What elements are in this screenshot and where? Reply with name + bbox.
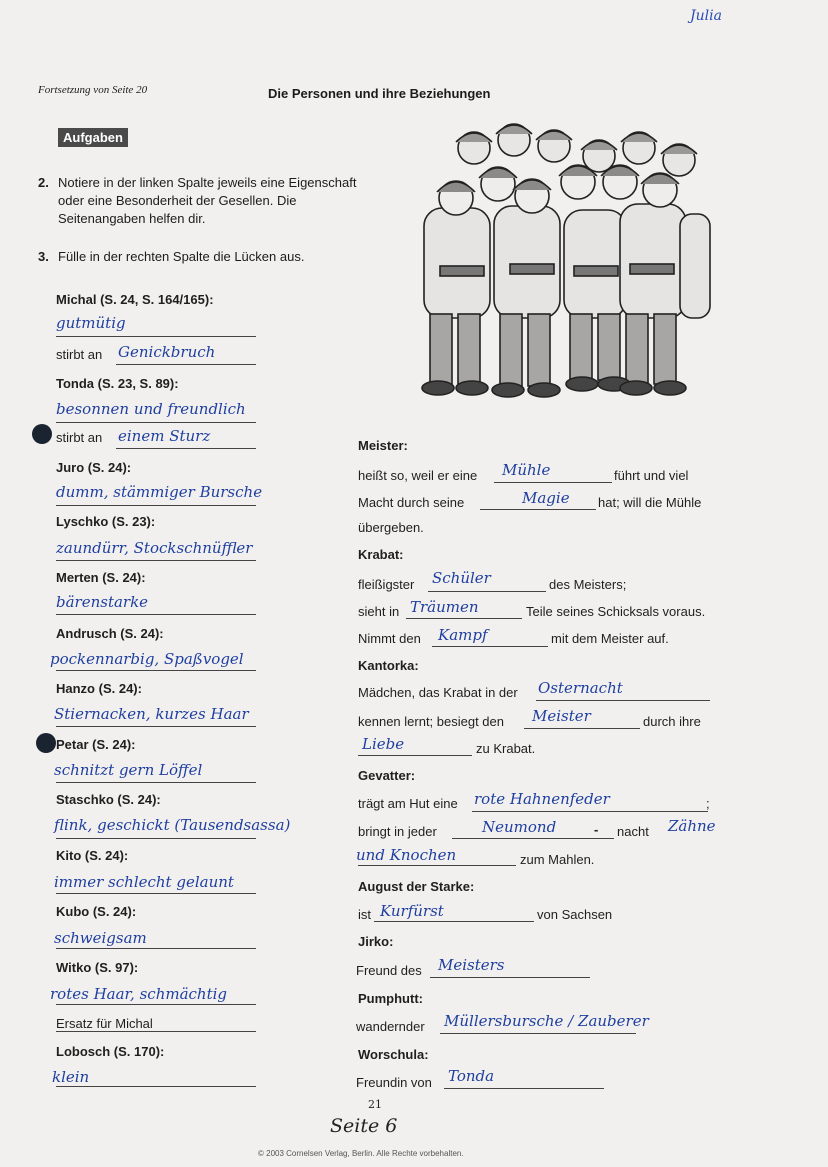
staschko-answer: flink, geschickt (Tausendsassa)	[54, 816, 291, 834]
kito-answer: immer schlecht gelaunt	[54, 873, 234, 891]
jirko-line-1	[430, 977, 590, 978]
lobosch-answer: klein	[52, 1068, 90, 1086]
krabat-line-2	[406, 618, 522, 619]
august-text-1a: ist	[358, 907, 371, 922]
gevatter-answer-4: und Knochen	[356, 846, 457, 864]
merten-answer: bärenstarke	[56, 593, 149, 611]
gevatter-text-2b: nacht	[617, 824, 649, 839]
page-title: Die Personen und ihre Beziehungen	[268, 86, 491, 101]
merten-line	[56, 614, 256, 615]
gevatter-answer-2: Neumond	[482, 818, 557, 836]
worschula-text-1a: Freundin von	[356, 1075, 432, 1090]
witko-line-2	[56, 1031, 256, 1032]
task-2-text: Notiere in der linken Spalte jeweils eine Eigenschaft oder eine Besonderheit der Gesellen. Die Seitenangaben helfen dir.	[58, 175, 357, 226]
meister-text-2a: Macht durch seine	[358, 495, 465, 510]
gevatter-text-3b: zum Mahlen.	[520, 852, 595, 867]
staschko-label: Staschko (S. 24):	[56, 792, 161, 807]
pumphutt-line-1	[440, 1033, 636, 1034]
krabat-answer-2: Träumen	[410, 598, 479, 616]
page-note-small: 21	[368, 1098, 382, 1111]
meister-text-1a: heißt so, weil er eine	[358, 468, 478, 483]
petar-answer: schnitzt gern Löffel	[54, 761, 203, 779]
continuation-note: Fortsetzung von Seite 20	[38, 84, 148, 96]
front-row	[422, 204, 710, 397]
apprentices-illustration	[414, 118, 714, 404]
gevatter-line-2	[452, 838, 614, 839]
kubo-label: Kubo (S. 24):	[56, 904, 137, 919]
hanzo-label: Hanzo (S. 24):	[56, 681, 142, 696]
witko-replacement: Ersatz für Michal	[56, 1016, 153, 1031]
gevatter-text-1a: trägt am Hut eine	[358, 796, 458, 811]
kantorka-answer-1: Osternacht	[538, 679, 623, 697]
krabat-text-2a: sieht in	[358, 604, 400, 619]
lyschko-answer: zaundürr, Stockschnüffler	[56, 539, 253, 557]
juro-answer: dumm, stämmiger Bursche	[56, 483, 263, 501]
witko-answer: rotes Haar, schmächtig	[50, 985, 228, 1003]
task-2-number: 2.	[38, 175, 49, 190]
gevatter-line-1	[472, 811, 708, 812]
krabat-line-1	[428, 591, 546, 592]
meister-text-3: übergeben.	[358, 520, 424, 535]
kantorka-text-2a: kennen lernt; besiegt den	[358, 714, 504, 729]
tonda-label: Tonda (S. 23, S. 89):	[56, 376, 179, 391]
krabat-text-3b: mit dem Meister auf.	[551, 631, 669, 646]
michal-label: Michal (S. 24, S. 164/165):	[56, 292, 214, 307]
hanzo-answer: Stiernacken, kurzes Haar	[54, 705, 249, 723]
michal-line-2	[116, 364, 256, 365]
jirko-label: Jirko:	[358, 934, 394, 949]
kantorka-answer-2: Meister	[532, 707, 591, 725]
pumphutt-label: Pumphutt:	[358, 991, 423, 1006]
meister-line-2	[480, 509, 596, 510]
worschula-line-1	[444, 1088, 604, 1089]
kantorka-line-3	[358, 755, 472, 756]
meister-answer-1: Mühle	[502, 461, 551, 479]
task-3-text: Fülle in der rechten Spalte die Lücken aus.	[58, 249, 305, 264]
petar-label: Petar (S. 24):	[56, 737, 136, 752]
kantorka-answer-3: Liebe	[362, 735, 405, 753]
michal-answer-2: Genickbruch	[118, 343, 216, 361]
andrusch-label: Andrusch (S. 24):	[56, 626, 164, 641]
krabat-text-1b: des Meisters;	[549, 577, 627, 592]
kantorka-text-1a: Mädchen, das Krabat in der	[358, 685, 518, 700]
kantorka-line-2	[524, 728, 640, 729]
kito-label: Kito (S. 24):	[56, 848, 129, 863]
merten-label: Merten (S. 24):	[56, 570, 146, 585]
tonda-answer-2: einem Sturz	[118, 427, 211, 445]
august-answer-1: Kurfürst	[380, 902, 444, 920]
kito-line	[56, 893, 256, 894]
andrusch-line	[56, 670, 256, 671]
witko-line	[56, 1004, 256, 1005]
krabat-text-3a: Nimmt den	[358, 631, 421, 646]
name-note: Julia	[690, 8, 722, 24]
gevatter-label: Gevatter:	[358, 768, 416, 783]
michal-prefix: stirbt an	[56, 347, 103, 362]
worschula-label: Worschula:	[358, 1047, 429, 1062]
tonda-line	[56, 422, 256, 423]
kubo-line	[56, 948, 256, 949]
page-note: Seite 6	[330, 1115, 398, 1137]
kantorka-line-1	[536, 700, 710, 701]
august-label: August der Starke:	[358, 879, 475, 894]
petar-line	[56, 782, 256, 783]
lobosch-line	[56, 1086, 256, 1087]
krabat-answer-1: Schüler	[432, 569, 491, 587]
juro-label: Juro (S. 24):	[56, 460, 132, 475]
michal-answer: gutmütig	[56, 314, 126, 332]
meister-label: Meister:	[358, 438, 408, 453]
juro-line	[56, 505, 256, 506]
punch-hole	[32, 424, 52, 444]
tonda-prefix: stirbt an	[56, 430, 103, 445]
hanzo-line	[56, 726, 256, 727]
task-3-number: 3.	[38, 249, 49, 264]
tasks-badge: Aufgaben	[58, 128, 128, 147]
kantorka-label: Kantorka:	[358, 658, 419, 673]
pumphutt-text-1a: wandernder	[356, 1019, 425, 1034]
kantorka-text-2b: durch ihre	[643, 714, 701, 729]
gevatter-answer-1: rote Hahnenfeder	[474, 790, 610, 808]
andrusch-answer: pockennarbig, Spaßvogel	[50, 650, 244, 668]
meister-line-1	[494, 482, 612, 483]
gevatter-line-3	[358, 865, 516, 866]
witko-label: Witko (S. 97):	[56, 960, 139, 975]
jirko-text-1a: Freund des	[356, 963, 422, 978]
punch-hole	[36, 733, 56, 753]
gevatter-text-2a: bringt in jeder	[358, 824, 437, 839]
meister-text-1b: führt und viel	[614, 468, 689, 483]
august-line-1	[374, 921, 534, 922]
tonda-line-2	[116, 448, 256, 449]
august-text-1b: von Sachsen	[537, 907, 613, 922]
krabat-text-1a: fleißigster	[358, 577, 415, 592]
krabat-label: Krabat:	[358, 547, 404, 562]
copyright-footer: © 2003 Cornelsen Verlag, Berlin. Alle Rechte vorbehalten.	[258, 1149, 464, 1158]
meister-answer-2: Magie	[522, 489, 570, 507]
krabat-text-2b: Teile seines Schicksals voraus.	[526, 604, 706, 619]
kantorka-text-3b: zu Krabat.	[476, 741, 536, 756]
pumphutt-answer-1: Müllersbursche / Zauberer	[444, 1012, 649, 1030]
staschko-line	[56, 838, 256, 839]
gevatter-text-1b: ;	[706, 796, 710, 811]
lyschko-label: Lyschko (S. 23):	[56, 514, 156, 529]
krabat-answer-3: Kampf	[438, 626, 488, 644]
worschula-answer-1: Tonda	[448, 1067, 495, 1085]
gevatter-answer-3: Zähne	[668, 817, 716, 835]
gevatter-dash: -	[594, 822, 599, 837]
jirko-answer-1: Meisters	[438, 956, 505, 974]
kubo-answer: schweigsam	[54, 929, 147, 947]
tonda-answer: besonnen und freundlich	[56, 400, 246, 418]
lyschko-line	[56, 560, 256, 561]
michal-line	[56, 336, 256, 337]
meister-text-2b: hat; will die Mühle	[598, 495, 702, 510]
krabat-line-3	[432, 646, 548, 647]
lobosch-label: Lobosch (S. 170):	[56, 1044, 165, 1059]
